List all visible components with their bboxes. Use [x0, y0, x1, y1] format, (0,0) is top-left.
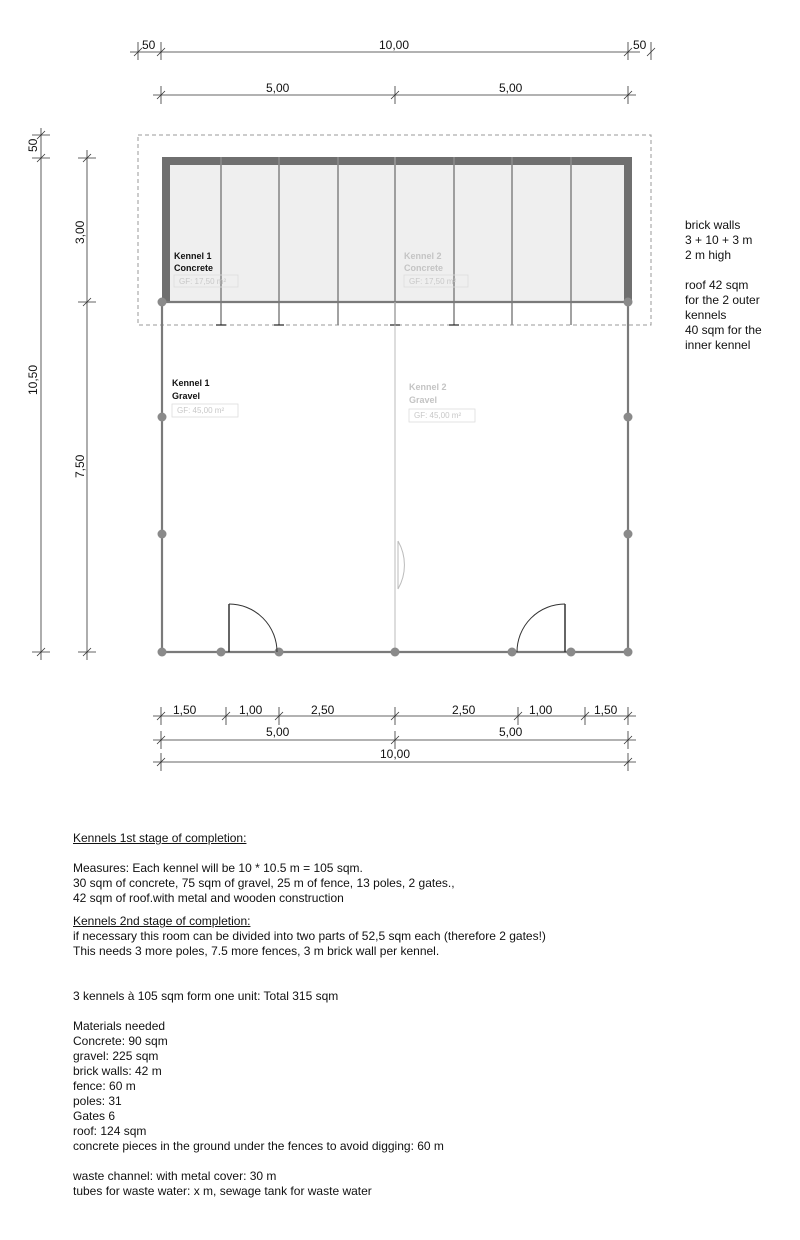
svg-text:Kennel 1: Kennel 1	[172, 378, 210, 388]
dim-left-total: 10,50	[26, 364, 40, 395]
svg-text:Gravel: Gravel	[172, 391, 201, 401]
dim-bottom-segment-4: 2,50	[452, 703, 476, 717]
stage2-heading: Kennels 2nd stage of completion:	[73, 914, 251, 928]
material-item: Concrete: 90 sqm	[73, 1034, 168, 1048]
dim-bottom-segment-2: 1,00	[239, 703, 263, 717]
dim-bottom-total: 10,00	[380, 747, 411, 761]
svg-text:GF: 17,50 m²: GF: 17,50 m²	[409, 277, 457, 286]
side-note-line: for the 2 outer	[685, 293, 760, 307]
svg-text:GF: 45,00 m²: GF: 45,00 m²	[177, 406, 225, 415]
side-note-line: 2 m high	[685, 248, 732, 262]
top-dimension-row-2	[153, 86, 636, 104]
dim-top-total: 10,00	[379, 38, 410, 52]
material-item: brick walls: 42 m	[73, 1064, 162, 1078]
side-note-line	[685, 263, 762, 278]
dim-bottom-segment-6: 1,50	[594, 703, 618, 717]
side-note-line: kennels	[685, 308, 727, 322]
dim-left-concrete: 3,00	[73, 220, 87, 244]
svg-text:GF: 17,50 m²: GF: 17,50 m²	[179, 277, 227, 286]
material-item: fence: 60 m	[73, 1079, 136, 1093]
rafter-ticks	[216, 302, 576, 325]
svg-text:Kennel 1: Kennel 1	[174, 251, 212, 261]
stage2-line: if necessary this room can be divided into two parts of 52,5 sqm each (therefore 2 gates!)	[73, 929, 546, 943]
stage1-line: 30 sqm of concrete, 75 sqm of gravel, 25 m of fence, 13 poles, 2 gates.,	[73, 876, 455, 890]
specification-notes	[73, 831, 773, 1199]
material-item: gravel: 225 sqm	[73, 1049, 159, 1063]
side-note-line: 3 + 10 + 3 m	[685, 233, 753, 247]
material-item: Gates 6	[73, 1109, 116, 1123]
gate-kennel-1	[229, 604, 277, 652]
waste-line: waste channel: with metal cover: 30 m	[73, 1169, 277, 1183]
dim-top-left-overhang: 50	[142, 38, 156, 52]
brick-wall-roof-note	[685, 218, 762, 353]
label-kennel-1-gravel	[172, 378, 238, 417]
dim-bottom-half-left: 5,00	[266, 725, 290, 739]
svg-text:Kennel 2: Kennel 2	[409, 382, 447, 392]
dim-top-half-right: 5,00	[499, 81, 523, 95]
side-note-line: 40 sqm for the	[685, 323, 762, 337]
side-note-line: inner kennel	[685, 338, 751, 352]
dim-bottom-segment-5: 1,00	[529, 703, 553, 717]
side-note-line: roof 42 sqm	[685, 278, 749, 292]
label-kennel-2-gravel	[409, 382, 475, 422]
unit-total-line: 3 kennels à 105 sqm form one unit: Total 315 sqm	[73, 989, 339, 1003]
dim-top-half-left: 5,00	[266, 81, 290, 95]
material-item: roof: 124 sqm	[73, 1124, 147, 1138]
stage1-line: 42 sqm of roof.with metal and wooden construction	[73, 891, 344, 905]
side-note-line: brick walls	[685, 218, 741, 232]
svg-text:GF: 45,00 m²: GF: 45,00 m²	[414, 411, 462, 420]
waste-line: tubes for waste water: x m, sewage tank for waste water	[73, 1184, 372, 1198]
dim-bottom-segment-1: 1,50	[173, 703, 197, 717]
dim-bottom-half-right: 5,00	[499, 725, 523, 739]
stage1-heading: Kennels 1st stage of completion:	[73, 831, 247, 845]
dim-top-right-overhang: 50	[633, 38, 647, 52]
gate-kennel-2	[517, 604, 565, 652]
gate-divider	[398, 541, 404, 589]
material-item: poles: 31	[73, 1094, 122, 1108]
bottom-dimension-row-1	[153, 707, 636, 725]
svg-text:Concrete: Concrete	[174, 263, 214, 273]
stage1-line: Measures: Each kennel will be 10 * 10.5 m = 105 sqm.	[73, 861, 363, 875]
dim-left-overhang: 50	[26, 138, 40, 152]
svg-text:Kennel 2: Kennel 2	[404, 251, 442, 261]
svg-text:Gravel: Gravel	[409, 395, 438, 405]
material-item: concrete pieces in the ground under the fences to avoid digging: 60 m	[73, 1139, 444, 1153]
dim-left-gravel: 7,50	[73, 454, 87, 478]
svg-text:Concrete: Concrete	[404, 263, 444, 273]
materials-heading: Materials needed	[73, 1019, 166, 1033]
brick-walls	[162, 157, 632, 302]
stage2-line: This needs 3 more poles, 7.5 more fences, 3 m brick wall per kennel.	[73, 944, 440, 958]
dim-bottom-segment-3: 2,50	[311, 703, 335, 717]
